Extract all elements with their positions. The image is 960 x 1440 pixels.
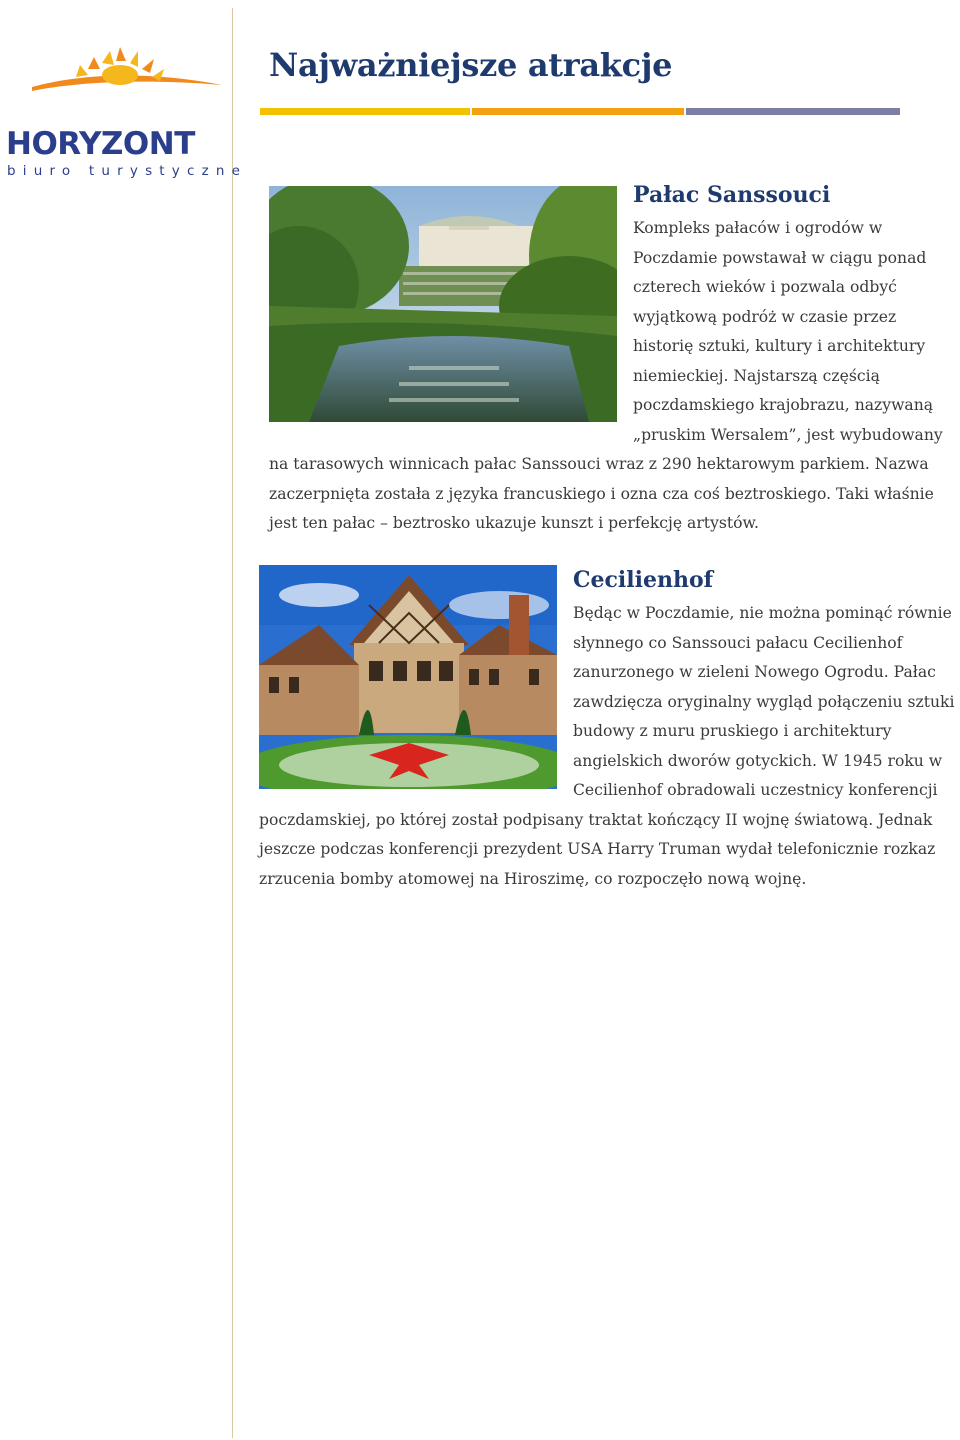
brand-tagline: biuro turystyczne: [7, 163, 248, 179]
title-underline-gray: [686, 108, 900, 115]
sidebar-divider: [232, 8, 233, 1438]
section-body: Będąc w Poczdamie, nie można pominąć równie słynnego co Sanssouci pałacu Cecilienhof zanurzonego w zieleni Nowego Ogrodu. Pałac zawdzięcza oryginalny wygląd połączeniu sztuki budowy z muru pruskiego i architektury angielskich dworów gotyckich. W 1945 roku w Cecilienhof obradowali uczestnicy konferencji poczdamskiej, po której został podpisany traktat kończący II wojnę światową. Jednak jeszcze podczas konferencji prezydent USA Harry Truman wydał telefonicznie rozkaz zrzucenia bomby atomowej na Hiroszimę, co rozpoczęło nową wojnę.: [259, 604, 955, 888]
sanssouci-photo: [269, 186, 617, 422]
section-body: Kompleks pałaców i ogrodów w Poczdamie powstawał w ciągu ponad czterech wieków i pozwala odbyć wyjątkową podróż w czasie przez historię sztuki, kultury i architektury niemieckiej. Najstarszą częścią poczdamskiego krajobrazu, nazywaną „pruskim Wersalem”, jest wybudowany na tarasowych winnicach pałac Sanssouci wraz z 290 hektarowym parkiem. Nazwa zaczerpnięta została z języka francuskiego i ozna cza coś beztroskiego. Taki właśnie jest ten pałac – beztrosko ukazuje kunszt i perfekcję artystów.: [269, 219, 943, 532]
section-sanssouci: [269, 180, 959, 539]
section-cecilienhof: [259, 565, 959, 894]
title-underline-yellow: [260, 108, 470, 115]
cecilienhof-photo: [259, 565, 557, 789]
section-heading: Pałac Sanssouci: [633, 182, 831, 208]
page-title: Najważniejsze atrakcje: [269, 46, 673, 84]
horyzont-logo: [2, 45, 248, 179]
sun-rays-icon: [2, 45, 228, 105]
section-heading: Cecilienhof: [573, 567, 714, 593]
title-underline-orange: [472, 108, 684, 115]
brand-name: HORYZONT: [6, 126, 195, 162]
